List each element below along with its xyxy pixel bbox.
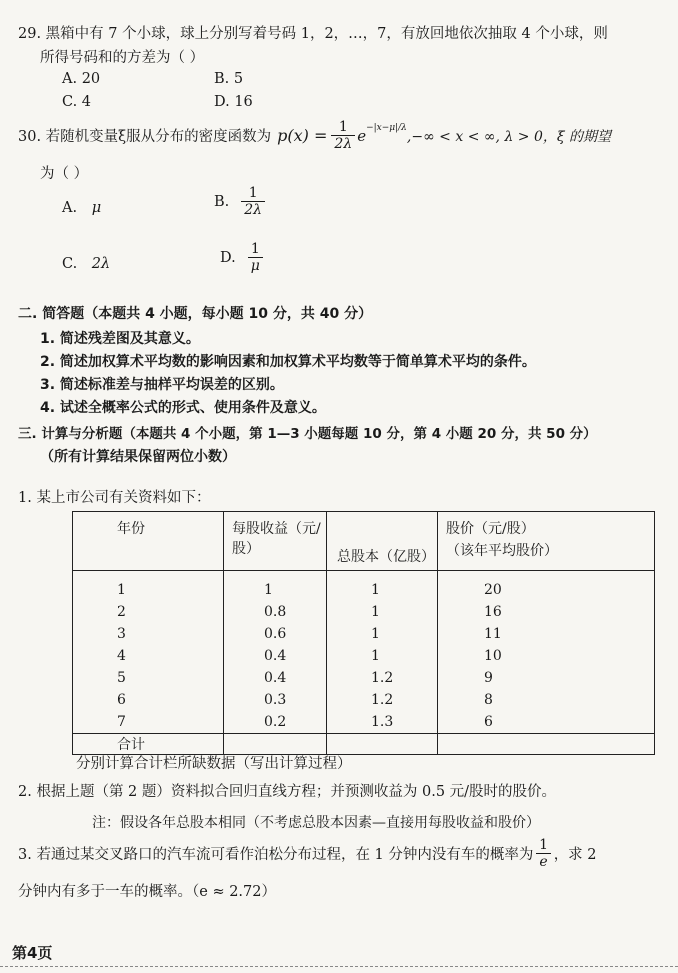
section2-item-3: 3. 简述标准差与抽样平均误差的区别。: [40, 377, 284, 393]
problem3-frac: [536, 838, 550, 869]
q30-option-d-frac: [248, 242, 263, 273]
problem2: 2. 根据上题（第 2 题）资料拟合回归直线方程；并预测收益为 0.5 元/股时的股价。: [18, 784, 557, 800]
q29-option-c: C. 4: [62, 94, 92, 110]
section2-item-2: 2. 简述加权算术平均数的影响因素和加权算术平均数等于简单算术平均的条件。: [40, 354, 536, 370]
cell-eps: 0.4: [224, 645, 327, 667]
q30-option-d-den: μ: [248, 257, 263, 274]
problem3-prefix: 3. 若通过某交叉路口的汽车流可看作泊松分布过程，在 1 分钟内没有车的概率为: [18, 847, 534, 864]
cell-year: 2: [73, 601, 224, 623]
page-number: 第4页: [12, 944, 53, 962]
section3-title: 三. 计算与分析题（本题共 4 个小题，第 1—3 小题每题 10 分，第 4 小题 20 分，共 50 分）: [18, 426, 597, 442]
q30-frac-num: 1: [338, 119, 348, 135]
cell-year: 3: [73, 623, 224, 645]
problem2-note: 注：假设各年总股本相同（不考虑总股本因素—直接用每股收益和股价）: [92, 815, 540, 831]
q29-line2: 所得号码和的方差为（ ）: [40, 50, 205, 66]
cell-eps: 0.8: [224, 601, 327, 623]
q30-option-c-value: 2λ: [91, 256, 111, 272]
cell-price: 8: [438, 689, 655, 711]
total-price: [438, 734, 655, 755]
table-row: [73, 623, 655, 645]
problem1-task: 分别计算合计栏所缺数据（写出计算过程）: [76, 756, 352, 772]
q30-condition: ,−∞ < x < ∞, λ > 0，ξ 的期望: [406, 128, 612, 145]
cell-shares: 1.2: [327, 689, 438, 711]
cell-year: 6: [73, 689, 224, 711]
table-row: [73, 711, 655, 734]
q30-frac-den: 2λ: [331, 135, 355, 152]
cell-shares: 1.2: [327, 667, 438, 689]
q30-exponent: −|x−μ|/λ: [366, 122, 407, 133]
q30-line2: 为（ ）: [40, 166, 89, 182]
q30-func: p(x) =: [277, 126, 328, 146]
q30-option-c: [62, 256, 110, 272]
problem1-intro: 1. 某上市公司有关资料如下：: [18, 490, 211, 506]
bottom-rule: [0, 966, 678, 967]
section2-item-1: 1. 简述残差图及其意义。: [40, 331, 200, 347]
q29-line1: 29. 黑箱中有 7 个小球，球上分别写着号码 1，2，…，7，有放回地依次抽取 4 个小球，则: [18, 26, 608, 42]
section2-item-4: 4. 试述全概率公式的形式、使用条件及意义。: [40, 400, 326, 416]
section2-title: 二. 简答题（本题共 4 小题，每小题 10 分，共 40 分）: [18, 306, 373, 322]
q29-option-d: D. 16: [214, 94, 253, 110]
cell-price: 11: [438, 623, 655, 645]
table-row: [73, 571, 655, 602]
total-label: 合计: [73, 734, 224, 755]
table-row: [73, 667, 655, 689]
cell-eps: 0.6: [224, 623, 327, 645]
cell-shares: 1.3: [327, 711, 438, 734]
problem3-suffix: ，求 2: [553, 847, 597, 864]
q30-option-b-num: 1: [248, 185, 258, 201]
table-row: [73, 689, 655, 711]
q30-line1: [18, 120, 611, 151]
table-row: [73, 645, 655, 667]
cell-eps: 0.3: [224, 689, 327, 711]
q30-option-d-num: 1: [250, 241, 260, 257]
cell-eps: 1: [224, 571, 327, 602]
header-price-main: 股价（元/股）: [446, 521, 535, 537]
cell-shares: 1: [327, 571, 438, 602]
problem3-frac-num: 1: [539, 837, 548, 853]
q30-fraction: [331, 120, 355, 151]
table-header-row: [73, 512, 655, 571]
cell-shares: 1: [327, 601, 438, 623]
company-data-table: [72, 511, 655, 755]
cell-price: 6: [438, 711, 655, 734]
cell-year: 7: [73, 711, 224, 734]
q30-option-a-label: A.: [62, 200, 78, 216]
q30-option-b-frac: [241, 186, 265, 217]
cell-eps: 0.4: [224, 667, 327, 689]
cell-shares: 1: [327, 645, 438, 667]
q30-option-b-den: 2λ: [241, 201, 265, 218]
q30-option-a: [62, 200, 101, 216]
problem3-frac-den: e: [536, 853, 550, 870]
q29-option-b: B. 5: [214, 71, 244, 87]
q30-option-d-label: D.: [220, 249, 236, 266]
q30-option-c-label: C.: [62, 256, 78, 272]
cell-price: 20: [438, 571, 655, 602]
header-eps: 每股收益（元/股）: [224, 512, 327, 571]
table-row: [73, 601, 655, 623]
header-year: 年份: [73, 512, 224, 571]
q30-option-b: [214, 186, 265, 217]
cell-price: 10: [438, 645, 655, 667]
cell-year: 5: [73, 667, 224, 689]
cell-price: 9: [438, 667, 655, 689]
header-price: [438, 512, 655, 571]
q30-exp-base: e: [357, 126, 367, 145]
cell-year: 4: [73, 645, 224, 667]
problem3-line1: [18, 838, 597, 869]
header-shares: 总股本（亿股）: [327, 512, 438, 571]
cell-eps: 0.2: [224, 711, 327, 734]
section3-note: （所有计算结果保留两位小数）: [40, 449, 236, 465]
q30-option-a-value: μ: [91, 200, 102, 216]
q29-option-a: A. 20: [62, 71, 101, 87]
q30-option-b-label: B.: [214, 193, 230, 210]
table-body: [73, 571, 655, 734]
cell-year: 1: [73, 571, 224, 602]
header-price-sub: （该年平均股价）: [446, 543, 558, 559]
q30-option-d: [220, 242, 263, 273]
q30-prefix: 30. 若随机变量ξ服从分布的密度函数为: [18, 129, 272, 146]
cell-price: 16: [438, 601, 655, 623]
cell-shares: 1: [327, 623, 438, 645]
problem3-line2: 分钟内有多于一车的概率。（e ≈ 2.72）: [18, 884, 276, 900]
